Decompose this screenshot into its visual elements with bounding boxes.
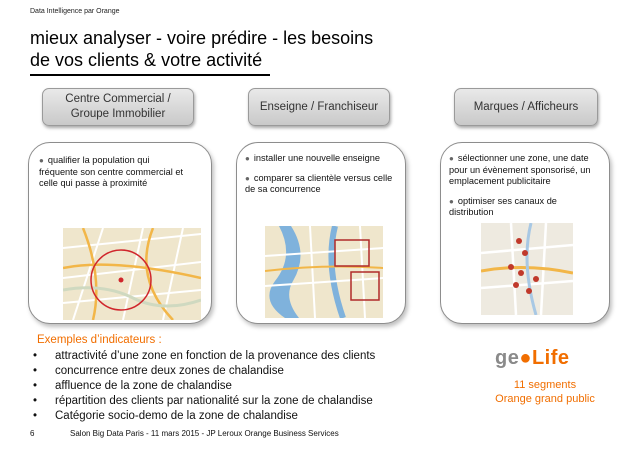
- heading-line-1: Marques / Afficheurs: [473, 100, 579, 113]
- list-item: • Catégorie socio-demo de la zone de chalandise: [33, 409, 375, 424]
- page-title: [30, 27, 373, 71]
- bullet-item: ● qualifier la population qui fréquente son centre commercial et celle qui passe à proximité: [39, 155, 189, 190]
- logo-suffix: Life: [531, 347, 570, 369]
- title-line-2: de vos clients & votre activité: [30, 50, 263, 70]
- advertising-map-image: [481, 223, 573, 315]
- list-item: • concurrence entre deux zones de chalandise: [33, 364, 375, 379]
- brand-label: Data Intelligence par Orange: [30, 8, 120, 15]
- title-line-1: mieux analyser - voire prédire - les besoins: [30, 28, 374, 48]
- geolife-logo: [495, 347, 570, 370]
- card-enseigne-franchiseur: [236, 142, 406, 324]
- segments-caption: [495, 378, 595, 406]
- competition-map-image: [265, 226, 383, 318]
- heading-enseigne-franchiseur: [248, 88, 390, 126]
- heading-marques-afficheurs: [454, 88, 598, 126]
- list-item: • affluence de la zone de chalandise: [33, 379, 375, 394]
- examples-heading: Exemples d’indicateurs :: [37, 334, 162, 346]
- segments-line-2: Orange grand public: [495, 393, 595, 405]
- pin-o-icon: ●: [519, 347, 532, 369]
- card-centre-commercial: [28, 142, 212, 324]
- bullet-item: ● comparer sa clientèle versus celle de sa concurrence: [245, 173, 395, 196]
- list-item: • répartition des clients par nationalité sur la zone de chalandise: [33, 394, 375, 409]
- bullet-item: ● optimiser ses canaux de distribution: [449, 196, 601, 219]
- bullet-item: ● sélectionner une zone, une date pour un évènement sponsorisé, un emplacement publicitaire: [449, 153, 601, 188]
- title-underline: [30, 74, 270, 76]
- heading-line-2: Groupe Immobilier: [70, 108, 166, 120]
- card-marques-afficheurs: [440, 142, 610, 324]
- examples-list: [33, 349, 375, 424]
- heading-line-1: Centre Commercial /: [65, 93, 171, 105]
- logo-prefix: ge: [495, 347, 520, 369]
- segments-line-1: 11 segments: [513, 379, 577, 391]
- catchment-map-image: [63, 228, 201, 320]
- list-item: • attractivité d’une zone en fonction de la provenance des clients: [33, 349, 375, 364]
- heading-line-1: Enseigne / Franchiseur: [259, 100, 379, 113]
- bullet-item: ● installer une nouvelle enseigne: [245, 153, 395, 165]
- page-number: 6: [30, 429, 35, 438]
- footer-text: Salon Big Data Paris - 11 mars 2015 - JP Leroux Orange Business Services: [70, 429, 339, 438]
- heading-centre-commercial: [42, 88, 194, 126]
